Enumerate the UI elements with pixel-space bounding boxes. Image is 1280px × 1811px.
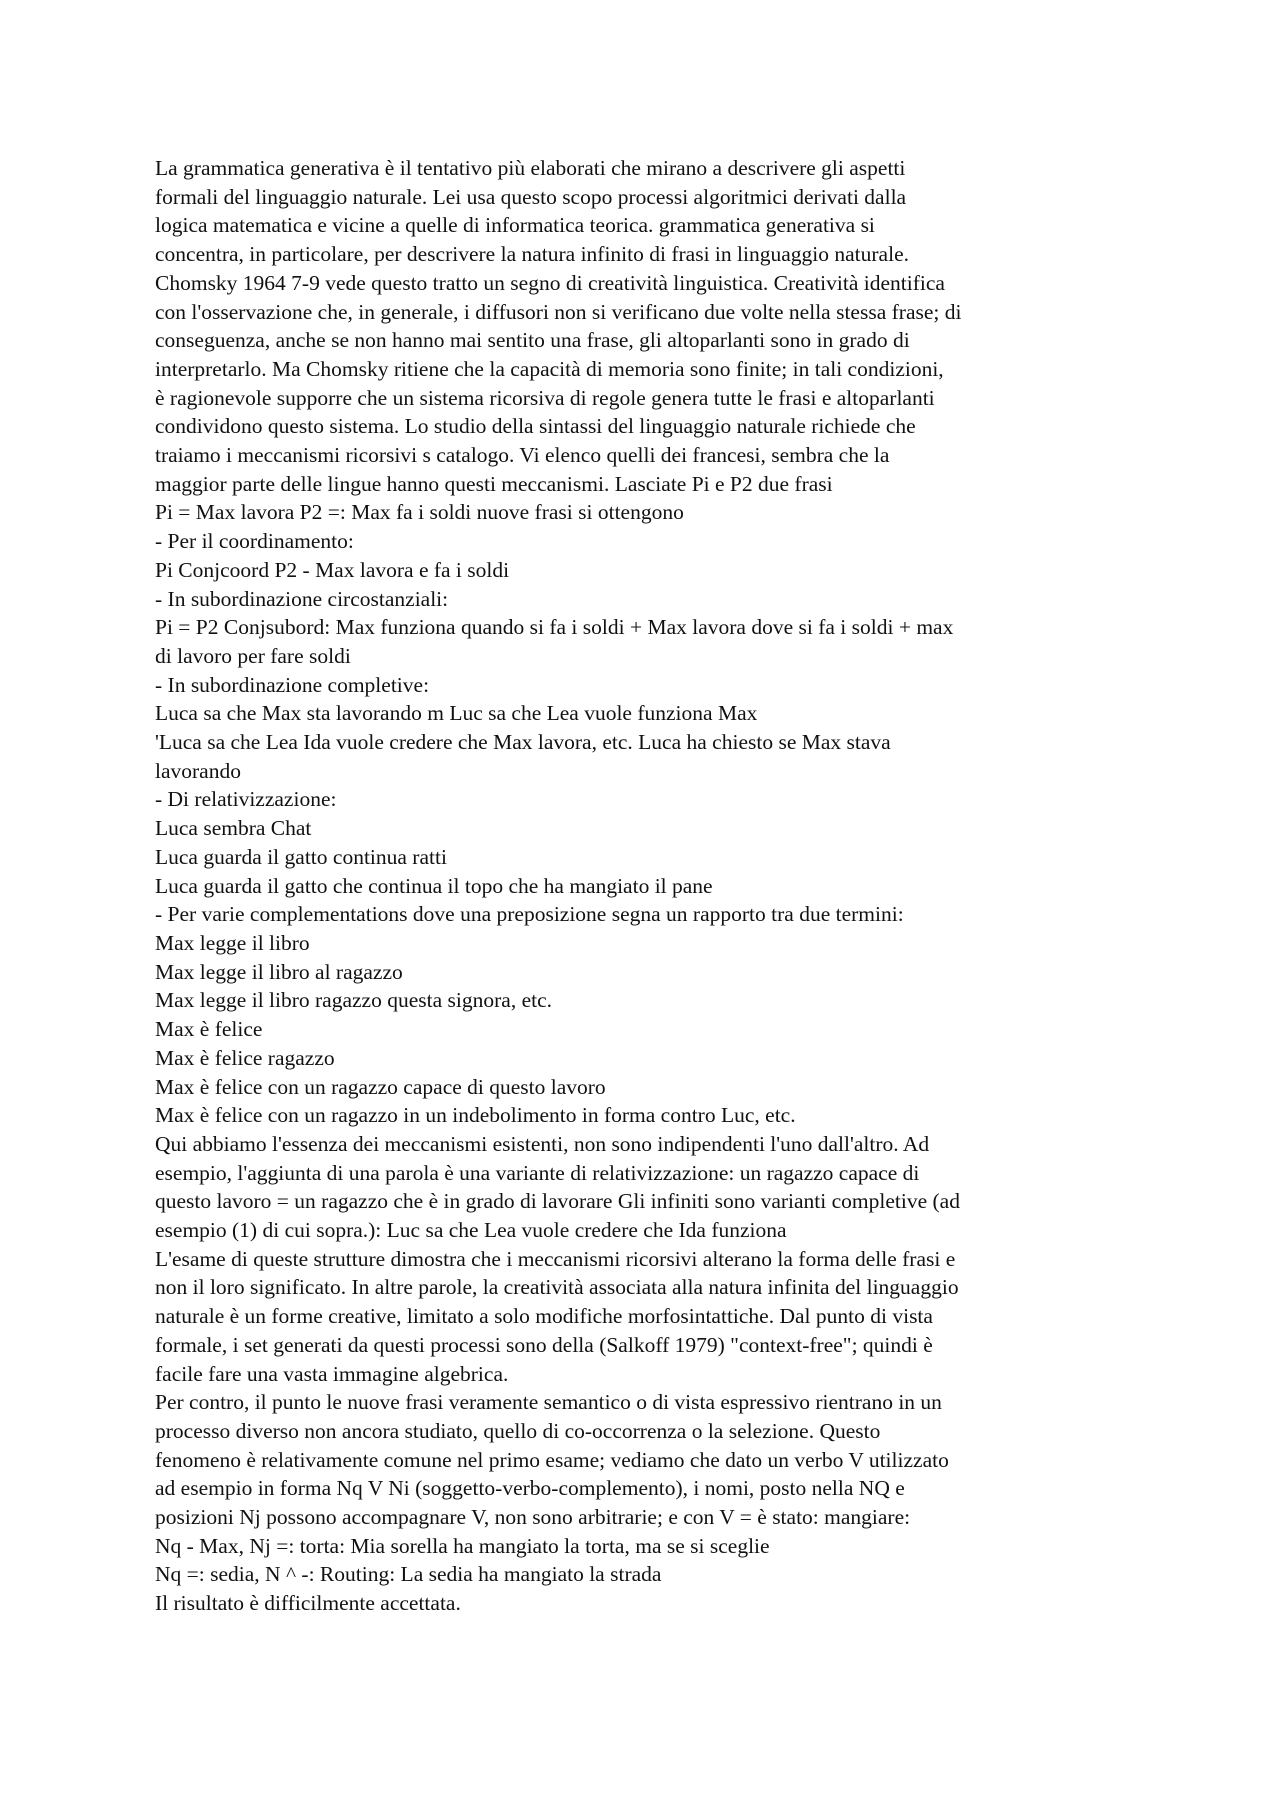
text-line: logica matematica e vicine a quelle di informatica teorica. grammatica generativa si bbox=[155, 213, 875, 238]
text-line: L'esame di queste strutture dimostra che i meccanismi ricorsivi alterano la forma delle frasi e bbox=[155, 1246, 956, 1271]
text-line: esempio, l'aggiunta di una parola è una variante di relativizzazione: un ragazzo capace di bbox=[155, 1160, 920, 1185]
text-line: Il risultato è difficilmente accettata. bbox=[155, 1591, 461, 1616]
text-line: - Di relativizzazione: bbox=[155, 787, 337, 812]
text-line: - In subordinazione completive: bbox=[155, 672, 430, 697]
text-line: Max è felice ragazzo bbox=[155, 1045, 335, 1070]
text-line: naturale è un forme creative, limitato a solo modifiche morfosintattiche. Dal punto di vista bbox=[155, 1304, 933, 1329]
text-line: concentra, in particolare, per descrivere la natura infinito di frasi in linguaggio naturale. bbox=[155, 242, 909, 267]
text-line: Max legge il libro bbox=[155, 930, 310, 955]
text-line: Luca guarda il gatto che continua il topo che ha mangiato il pane bbox=[155, 873, 713, 898]
text-line: Max è felice con un ragazzo capace di questo lavoro bbox=[155, 1074, 606, 1099]
text-line: conseguenza, anche se non hanno mai sentito una frase, gli altoparlanti sono in grado di bbox=[155, 328, 910, 353]
text-line: con l'osservazione che, in generale, i diffusori non si verificano due volte nella stessa frase; di bbox=[155, 299, 962, 324]
text-line: maggior parte delle lingue hanno questi meccanismi. Lasciate Pi e P2 due frasi bbox=[155, 471, 833, 496]
text-line: è ragionevole supporre che un sistema ricorsiva di regole genera tutte le frasi e altoparlanti bbox=[155, 385, 935, 410]
text-line: esempio (1) di cui sopra.): Luc sa che Lea vuole credere che Ida funziona bbox=[155, 1218, 787, 1243]
text-line: Max legge il libro al ragazzo bbox=[155, 959, 403, 984]
text-line: traiamo i meccanismi ricorsivi s catalogo. Vi elenco quelli dei francesi, sembra che la bbox=[155, 443, 890, 468]
document-body bbox=[155, 154, 1155, 1618]
text-line: Luca sembra Chat bbox=[155, 816, 312, 841]
text-line: - Per il coordinamento: bbox=[155, 529, 354, 554]
text-line: processo diverso non ancora studiato, quello di co-occorrenza o la selezione. Questo bbox=[155, 1418, 881, 1443]
text-line: di lavoro per fare soldi bbox=[155, 643, 351, 668]
text-line: fenomeno è relativamente comune nel primo esame; vediamo che dato un verbo V utilizzato bbox=[155, 1447, 949, 1472]
text-line: Luca sa che Max sta lavorando m Luc sa che Lea vuole funziona Max bbox=[155, 701, 758, 726]
text-line: condividono questo sistema. Lo studio della sintassi del linguaggio naturale richiede che bbox=[155, 414, 916, 439]
text-line: Nq =: sedia, N ^ -: Routing: La sedia ha mangiato la strada bbox=[155, 1562, 662, 1587]
text-line: - Per varie complementations dove una preposizione segna un rapporto tra due termini: bbox=[155, 902, 904, 927]
text-line: Max è felice con un ragazzo in un indebolimento in forma contro Luc, etc. bbox=[155, 1103, 796, 1128]
text-line: - In subordinazione circostanziali: bbox=[155, 586, 449, 611]
text-line: Per contro, il punto le nuove frasi veramente semantico o di vista espressivo rientrano in un bbox=[155, 1390, 942, 1415]
text-line: Qui abbiamo l'essenza dei meccanismi esistenti, non sono indipendenti l'uno dall'altro. Ad bbox=[155, 1131, 930, 1156]
text-line: Max è felice bbox=[155, 1017, 263, 1042]
text-line: formali del linguaggio naturale. Lei usa questo scopo processi algoritmici derivati dalla bbox=[155, 184, 907, 209]
text-line: Nq - Max, Nj =: torta: Mia sorella ha mangiato la torta, ma se si sceglie bbox=[155, 1533, 770, 1558]
text-line: formale, i set generati da questi processi sono della (Salkoff 1979) "context-free"; quindi è bbox=[155, 1332, 933, 1357]
text-line: Pi = Max lavora P2 =: Max fa i soldi nuove frasi si ottengono bbox=[155, 500, 684, 525]
text-line: Pi = P2 Conjsubord: Max funziona quando si fa i soldi + Max lavora dove si fa i soldi + max bbox=[155, 615, 954, 640]
text-line: Pi Conjcoord P2 - Max lavora e fa i soldi bbox=[155, 557, 510, 582]
text-line: La grammatica generativa è il tentativo più elaborati che mirano a descrivere gli aspetti bbox=[155, 156, 906, 180]
text-line: interpretarlo. Ma Chomsky ritiene che la capacità di memoria sono finite; in tali condizioni, bbox=[155, 356, 944, 381]
text-line: Max legge il libro ragazzo questa signora, etc. bbox=[155, 988, 553, 1013]
text-line: Chomsky 1964 7-9 vede questo tratto un segno di creatività linguistica. Creatività identifica bbox=[155, 270, 945, 295]
text-line: questo lavoro = un ragazzo che è in grado di lavorare Gli infiniti sono varianti completive (ad bbox=[155, 1189, 960, 1214]
text-line: lavorando bbox=[155, 758, 241, 783]
text-line: posizioni Nj possono accompagnare V, non sono arbitrarie; e con V = è stato: mangiare: bbox=[155, 1505, 911, 1530]
text-line: facile fare una vasta immagine algebrica. bbox=[155, 1361, 509, 1386]
text-line: non il loro significato. In altre parole, la creatività associata alla natura infinita del linguaggio bbox=[155, 1275, 959, 1300]
text-line: 'Luca sa che Lea Ida vuole credere che Max lavora, etc. Luca ha chiesto se Max stava bbox=[155, 730, 891, 755]
text-line: Luca guarda il gatto continua ratti bbox=[155, 844, 447, 869]
text-line: ad esempio in forma Nq V Ni (soggetto-verbo-complemento), i nomi, posto nella NQ e bbox=[155, 1476, 905, 1501]
